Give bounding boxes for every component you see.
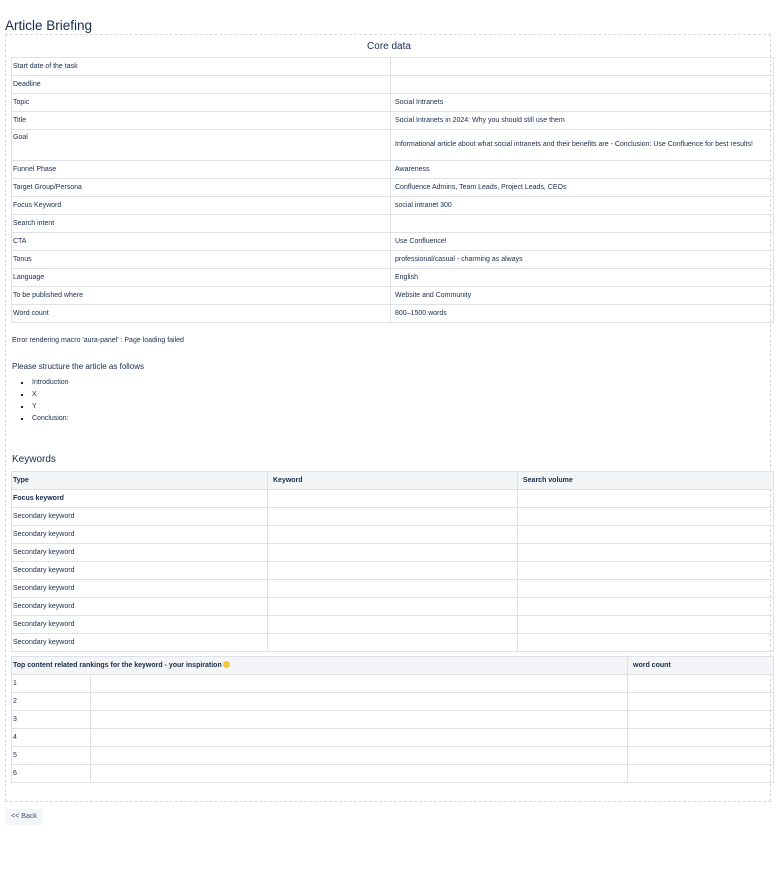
keyword-type: Secondary keyword [12,526,268,544]
smiling-face-emoji-icon [223,661,230,668]
table-row [12,197,774,215]
table-row [12,598,774,616]
table-header-row [12,472,774,490]
page-title: Article Briefing [5,18,93,33]
ranking-url-cell[interactable] [91,675,628,693]
table-row [12,130,774,161]
search-volume-cell[interactable] [518,526,774,544]
row-value: Social Intranets [391,94,774,112]
row-label: Word count [12,305,391,323]
column-header-word-count: word count [628,657,774,675]
table-row [12,562,774,580]
table-row [12,544,774,562]
rank-number: 1 [12,675,91,693]
keyword-cell[interactable] [268,508,518,526]
structure-heading: Please structure the article as follows [12,362,145,371]
list-item: X [12,389,69,401]
word-count-cell[interactable] [628,765,774,783]
table-row [12,94,774,112]
row-value: Website and Community [391,287,774,305]
table-row [12,161,774,179]
column-header-type: Type [12,472,268,490]
table-row [12,490,774,508]
row-value: social intranet 300 [391,197,774,215]
search-volume-cell[interactable] [518,598,774,616]
row-value: Informational article about what social intranets and their benefits are - Conclusion: Use Confluence for best results! [391,130,774,161]
ranking-url-cell[interactable] [91,693,628,711]
ranking-url-cell[interactable] [91,711,628,729]
table-row [12,711,774,729]
list-item: Introduction [12,377,69,389]
keyword-cell[interactable] [268,526,518,544]
table-header-row [12,657,774,675]
column-header-keyword: Keyword [268,472,518,490]
search-volume-cell[interactable] [518,616,774,634]
table-row [12,233,774,251]
keyword-type: Secondary keyword [12,544,268,562]
keyword-cell[interactable] [268,544,518,562]
table-row [12,58,774,76]
ranking-url-cell[interactable] [91,765,628,783]
rankings-header-label: Top content related rankings for the keyword - your inspiration [13,661,222,669]
core-data-table [11,57,774,323]
row-value: Awareness [391,161,774,179]
table-row [12,508,774,526]
keyword-cell[interactable] [268,598,518,616]
row-value: Use Confluence! [391,233,774,251]
table-row [12,729,774,747]
row-label: Focus Keyword [12,197,391,215]
rankings-table [11,656,774,783]
row-label: CTA [12,233,391,251]
keywords-table [11,471,774,652]
row-value[interactable] [391,58,774,76]
search-volume-cell[interactable] [518,508,774,526]
row-value[interactable] [391,76,774,94]
row-label: Language [12,269,391,287]
column-header-search-volume: Search volume [518,472,774,490]
table-row [12,616,774,634]
rank-number: 6 [12,765,91,783]
rank-number: 5 [12,747,91,765]
search-volume-cell[interactable] [518,634,774,652]
rank-number: 4 [12,729,91,747]
keyword-type: Secondary keyword [12,634,268,652]
ranking-url-cell[interactable] [91,747,628,765]
table-row [12,179,774,197]
search-volume-cell[interactable] [518,580,774,598]
table-row [12,526,774,544]
row-value[interactable] [391,215,774,233]
table-row [12,112,774,130]
table-row [12,747,774,765]
row-label: To be published where [12,287,391,305]
table-row [12,251,774,269]
list-item: Conclusion: [12,413,69,425]
row-value: Confluence Admins, Team Leads, Project Leads, CEOs [391,179,774,197]
table-row [12,693,774,711]
table-row [12,580,774,598]
row-label: Goal [12,130,391,161]
structure-list [12,377,69,425]
keyword-cell[interactable] [268,616,518,634]
row-label: Tonus [12,251,391,269]
keyword-type: Secondary keyword [12,598,268,616]
briefing-panel [5,34,771,802]
word-count-cell[interactable] [628,675,774,693]
macro-error-message: Error rendering macro 'aura-panel' : Page loading failed [12,337,184,344]
keyword-type: Secondary keyword [12,508,268,526]
row-label: Start date of the task [12,58,391,76]
row-label: Search intent [12,215,391,233]
row-value: English [391,269,774,287]
table-row [12,765,774,783]
keywords-heading: Keywords [12,454,56,465]
row-value: 800–1500 words [391,305,774,323]
core-data-title: Core data [367,41,411,52]
word-count-cell[interactable] [628,711,774,729]
keyword-type: Secondary keyword [12,616,268,634]
word-count-cell[interactable] [628,747,774,765]
table-row [12,634,774,652]
keyword-cell[interactable] [268,562,518,580]
back-button[interactable]: << Back [5,809,43,825]
rank-number: 2 [12,693,91,711]
search-volume-cell[interactable] [518,562,774,580]
table-row [12,215,774,233]
table-row [12,305,774,323]
table-row [12,287,774,305]
keyword-type: Secondary keyword [12,562,268,580]
keyword-type: Focus keyword [12,490,268,508]
row-value: Social Intranets in 2024: Why you should still use them [391,112,774,130]
search-volume-cell[interactable] [518,490,774,508]
row-label: Target Group/Persona [12,179,391,197]
column-header-rankings [12,657,628,675]
rank-number: 3 [12,711,91,729]
row-label: Funnel Phase [12,161,391,179]
row-label: Topic [12,94,391,112]
search-volume-cell[interactable] [518,544,774,562]
table-row [12,675,774,693]
word-count-cell[interactable] [628,729,774,747]
row-label: Title [12,112,391,130]
row-label: Deadline [12,76,391,94]
table-row [12,269,774,287]
table-row [12,76,774,94]
keyword-cell[interactable] [268,490,518,508]
row-value: professional/casual - charming as always [391,251,774,269]
ranking-url-cell[interactable] [91,729,628,747]
list-item: Y [12,401,69,413]
keyword-cell[interactable] [268,634,518,652]
keyword-cell[interactable] [268,580,518,598]
word-count-cell[interactable] [628,693,774,711]
keyword-type: Secondary keyword [12,580,268,598]
